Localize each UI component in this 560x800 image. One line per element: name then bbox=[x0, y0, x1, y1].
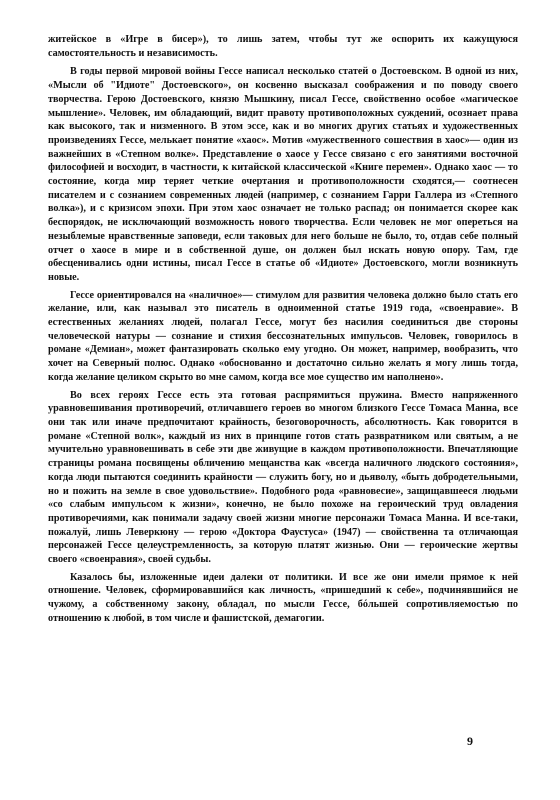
paragraph-3: Гессе ориентировался на «наличное»— стимулом для развития человека должно было стать его желание, или, как называл это писатель в одноименной статье 1919 года, «своенравие». В естественных желаниях людей, полагал Гессе, могут без насилия соединиться две стороны человеческой натуры — сознание и стихия бессознательных импульсов. Человек, говорилось в романе «Демиан», может фантазировать сколько ему угодно. Он может, например, вообразить, что хочет на Северный полюс. Однако «обоснованно и достаточно сильно желать я могу лишь тогда, когда желание целиком скрыто во мне самом, когда все мое существо им наполнено». bbox=[48, 289, 518, 383]
page-number: 9 bbox=[467, 734, 473, 748]
paragraph-2: В годы первой мировой войны Гессе написал несколько статей о Достоевском. В одной из них, «Мысли об "Идиоте" Достоевского», он косвенно высказал соображения и по поводу своего творчества. Герою Достоевского, князю Мышкину, писал Гессе, свойственно особое «магическое мышление». Человек, им обладающий, видит правоту противоположных суждений, осознает права как высокого, так и низменного. В этом эссе, как и во многих других статьях и художественных произведениях Гессе, мелькает понятие «хаос». Мотив «мужественного сошествия в хаос»— один из важнейших в «Степном волке». Представление о хаосе у Гессе связано с его занятиями восточной философией и восходит, в частности, к китайской классической «Книге перемен». Однако хаос — то состояние, когда мир теряет четкие очертания и противоположности сходятся,— соотнесен писателем и с сознанием современных людей (например, с сознанием Гарри Галлера из «Степного волка»), и с кризисом эпохи. При этом хаос означает не только распад; он понимается скорее как беспорядок, не исключающий возможность нового творчества. Если человек не мог опереться на незыблемые нравственные заповеди, если таковых для него больше не было, то, отдав себе полный отчет о хаосе в мире и в собственной душе, он должен был искать новую опору. Там, где обесценивались одни истины, писал Гессе в статье об «Идиоте» Достоевского, могли возникнуть новые. bbox=[48, 66, 518, 283]
paragraph-5: Казалось бы, изложенные идеи далеки от политики. И все же они имели прямое к ней отношение. Человек, сформировавшийся как личность, «пришедший к себе», подчинявшийся не чужому, а собственному закону, обладал, по мысли Гессе, бóльшей сопротивляемостью по отношению к любой, в том числе и фашистской, демагогии. bbox=[48, 571, 518, 624]
paragraph-4: Во всех героях Гессе есть эта готовая распрямиться пружина. Вместо напряженного уравновешивания противоречий, отличавшего героев во многом близкого Гессе Томаса Манна, все они так или иначе предпочитают крайность, безоговорочность, абсолютность. Как говорится в романе «Степной волк», каждый из них в принципе готов стать развратником или святым, а не мучительно уравновешивать в себе эти две живущие в каждом противоположности. Впечатляющие страницы романа посвящены обличению мещанства как «всегда наличного людского состояния», когда люди пытаются соединить крайности — служить богу, но и дьяволу, «быть добродетельными, но и пожить на земле в свое удовольствие». Подобного рода «равновесие», защищавшееся людьми «со слабым импульсом к жизни», конечно, не было похоже на героический труд овладения противоречиями, как понимали задачу своей жизни многие персонажи Томаса Манна. И все-таки, пожалуй, лишь Леверкюну — герою «Доктора Фаустуса» (1947) — свойственна та отличающая персонажей Гессе целеустремленность, за которую платят жизнью. Они — героические жертвы своего «своенравия», своей судьбы. bbox=[48, 389, 518, 566]
page-text bbox=[48, 33, 518, 630]
paragraph-1: житейское в «Игре в бисер»), то лишь затем, чтобы тут же оспорить их кажущуюся самостоятельность и независимость. bbox=[48, 34, 518, 59]
